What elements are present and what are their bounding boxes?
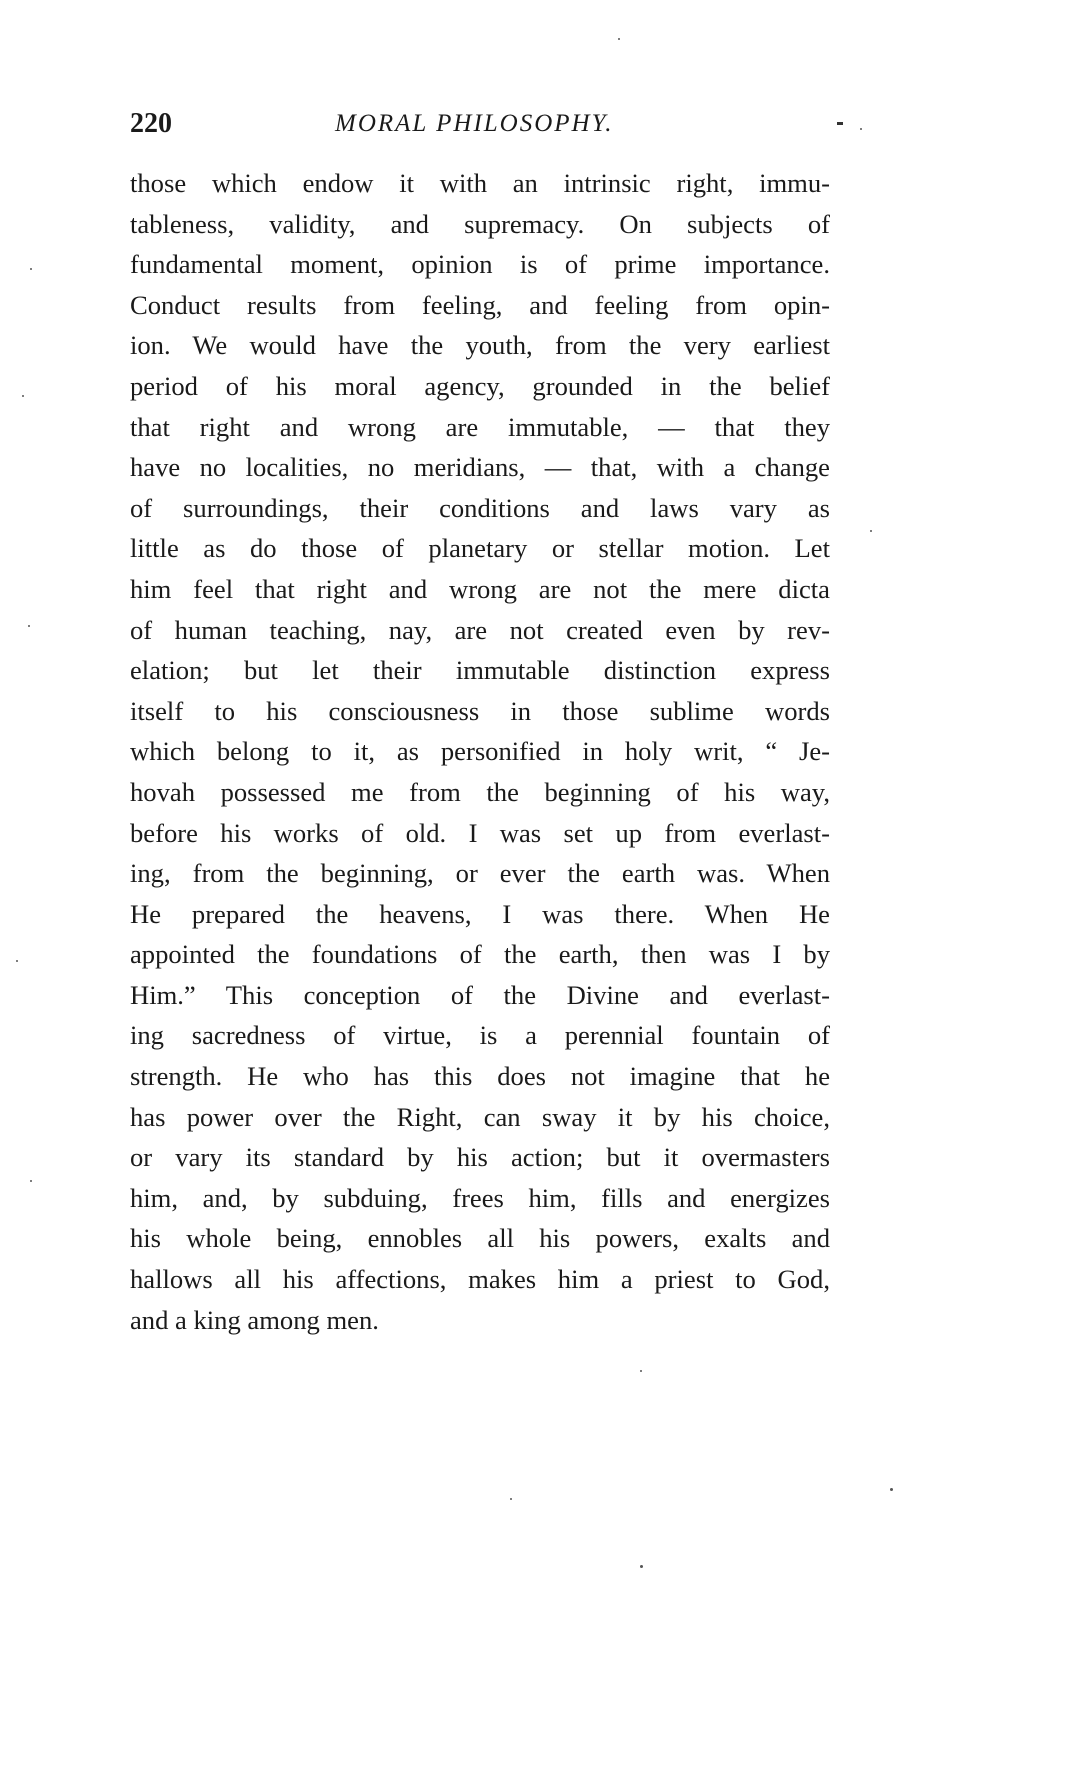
text-line: hallows all his affections, makes him a priest to God, bbox=[130, 1264, 830, 1295]
text-line: little as do those of planetary or stellar motion. Let bbox=[130, 533, 830, 564]
scan-speck bbox=[30, 1180, 32, 1182]
text-line: ing, from the beginning, or ever the earth was. When bbox=[130, 858, 830, 889]
text-line: of surroundings, their conditions and laws vary as bbox=[130, 492, 830, 523]
scan-speck bbox=[30, 268, 32, 270]
scan-speck bbox=[870, 530, 872, 532]
scan-speck bbox=[640, 1565, 643, 1568]
page-number: 220 bbox=[130, 108, 172, 139]
text-line: or vary its standard by his action; but it overmasters bbox=[130, 1142, 830, 1173]
text-line: hovah possessed me from the beginning of his way, bbox=[130, 776, 830, 807]
text-line: has power over the Right, can sway it by his choice, bbox=[130, 1101, 830, 1132]
text-line: him feel that right and wrong are not the mere dicta bbox=[130, 573, 830, 604]
print-mark bbox=[837, 122, 843, 125]
body-text bbox=[130, 163, 830, 1340]
text-line: Conduct results from feeling, and feeling from opin- bbox=[130, 289, 830, 320]
text-line: him, and, by subduing, frees him, fills and energizes bbox=[130, 1182, 830, 1213]
scan-speck bbox=[860, 128, 862, 130]
text-line: ion. We would have the youth, from the very earliest bbox=[130, 330, 830, 361]
text-line: appointed the foundations of the earth, then was I by bbox=[130, 939, 830, 970]
text-line: elation; but let their immutable distinction express bbox=[130, 655, 830, 686]
text-line: Him.” This conception of the Divine and everlast- bbox=[130, 979, 830, 1010]
text-line: strength. He who has this does not imagine that he bbox=[130, 1061, 830, 1092]
scan-speck bbox=[618, 38, 620, 40]
text-line: fundamental moment, opinion is of prime importance. bbox=[130, 249, 830, 280]
text-line: his whole being, ennobles all his powers, exalts and bbox=[130, 1223, 830, 1254]
text-line: of human teaching, nay, are not created even by rev- bbox=[130, 614, 830, 645]
scan-speck bbox=[510, 1498, 512, 1500]
text-line: ing sacredness of virtue, is a perennial fountain of bbox=[130, 1020, 830, 1051]
text-line: period of his moral agency, grounded in the belief bbox=[130, 370, 830, 401]
page-header bbox=[130, 108, 830, 148]
running-title: MORAL PHILOSOPHY. bbox=[335, 110, 614, 137]
text-line: those which endow it with an intrinsic right, immu- bbox=[130, 168, 830, 198]
scan-speck bbox=[28, 625, 30, 627]
text-line: He prepared the heavens, I was there. When He bbox=[130, 898, 830, 929]
text-line: that right and wrong are immutable, — that they bbox=[130, 411, 830, 442]
scan-speck bbox=[890, 1488, 893, 1491]
text-line: itself to his consciousness in those sublime words bbox=[130, 695, 830, 726]
text-line: have no localities, no meridians, — that, with a change bbox=[130, 452, 830, 483]
scan-speck bbox=[16, 960, 18, 962]
text-line: which belong to it, as personified in holy writ, “ Je- bbox=[130, 736, 830, 767]
scan-speck bbox=[22, 395, 24, 397]
scan-speck bbox=[640, 1370, 642, 1372]
text-line: before his works of old. I was set up from everlast- bbox=[130, 817, 830, 848]
text-line: tableness, validity, and supremacy. On subjects of bbox=[130, 208, 830, 239]
text-line: and a king among men. bbox=[130, 1304, 379, 1335]
